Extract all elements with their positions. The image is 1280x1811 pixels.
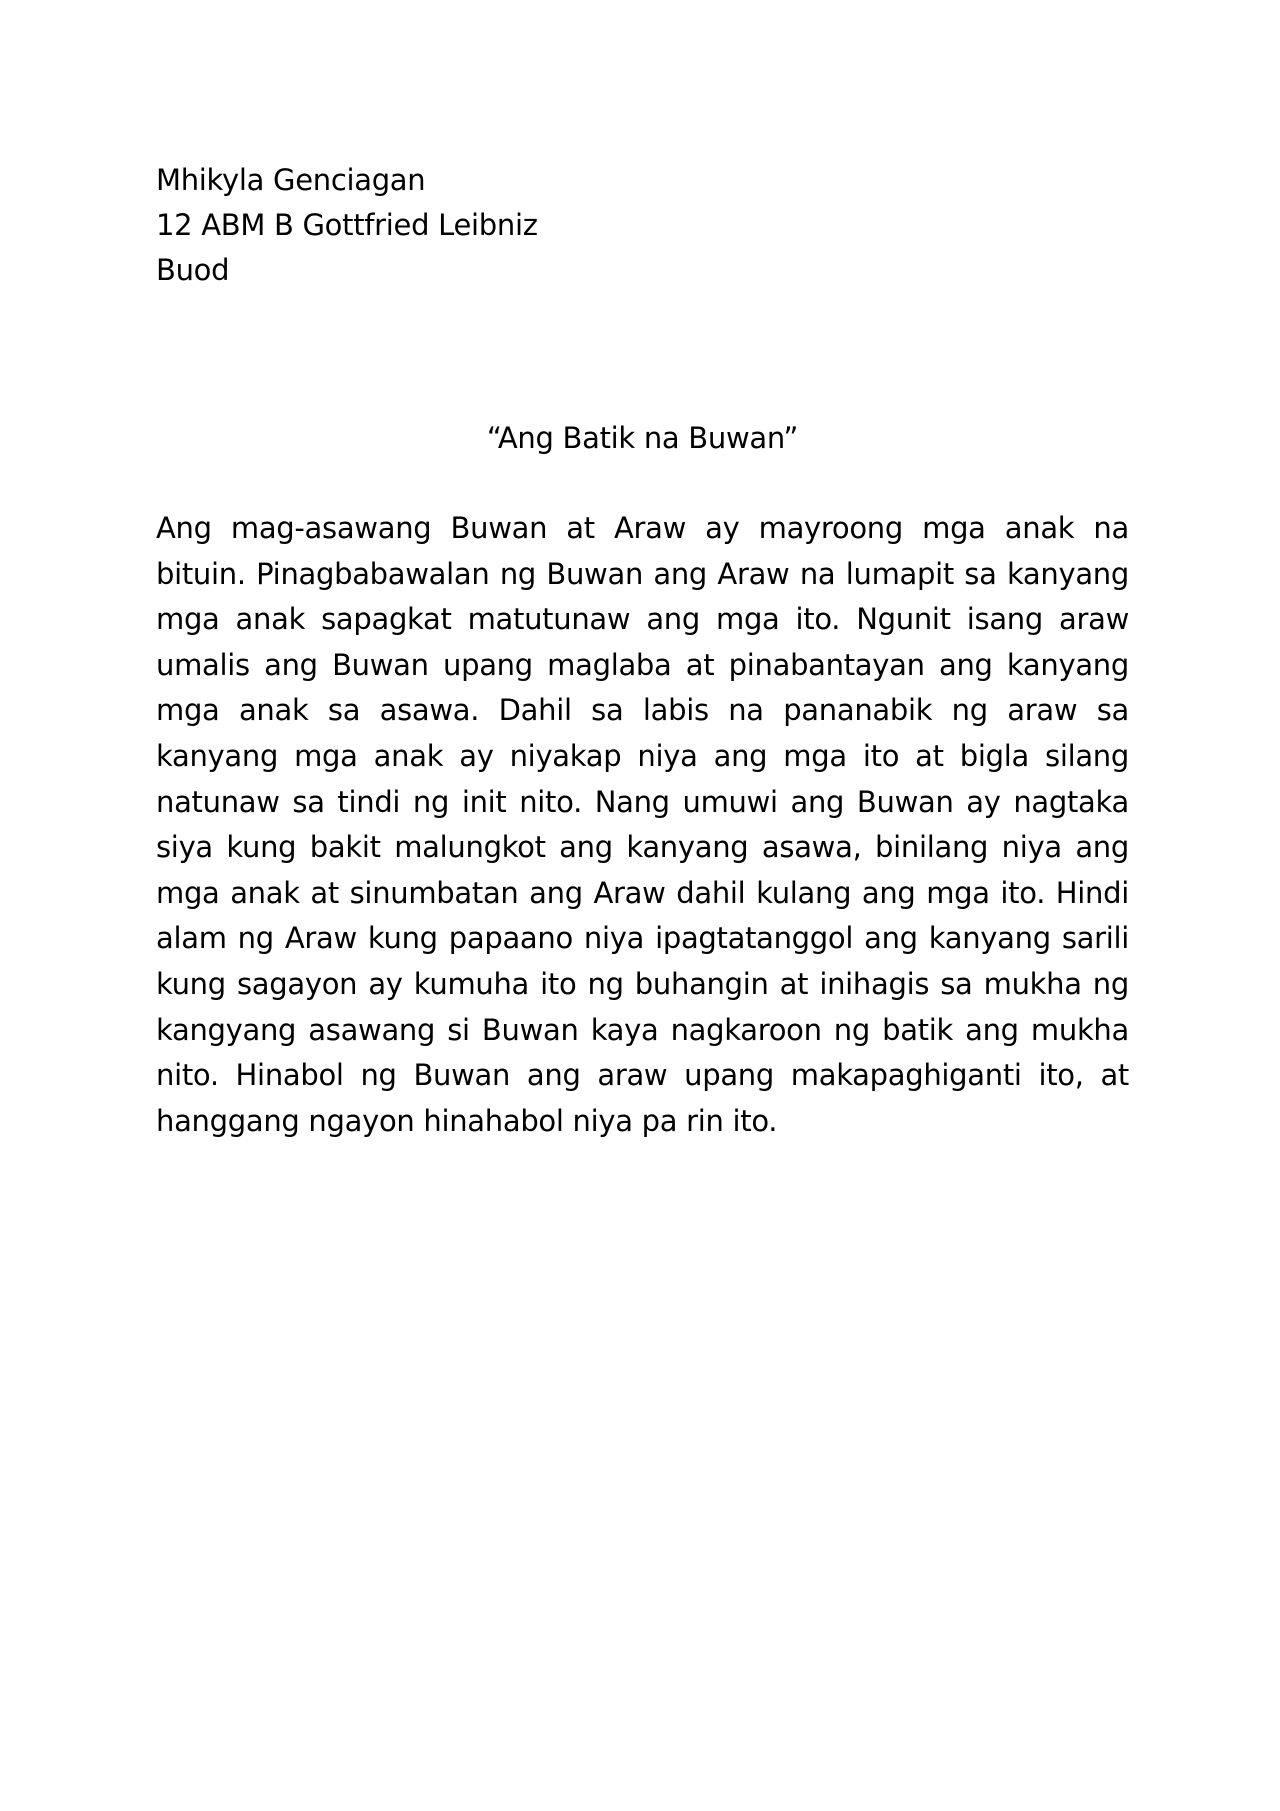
document-header — [156, 158, 538, 293]
story-body: Ang mag-asawang Buwan at Araw ay mayroong mga anak na bituin. Pinagbabawalan ng Buwan ang Araw na lumapit sa kanyang mga anak sapagkat matutunaw ang mga ito. Ngunit isang araw umalis ang Buwan upang maglaba at pinabantayan ang kanyang mga anak sa asawa. Dahil sa labis na pananabik ng araw sa kanyang mga anak ay niyakap niya ang mga ito at bigla silang natunaw sa tindi ng init nito. Nang umuwi ang Buwan ay nagtaka siya kung bakit malungkot ang kanyang asawa, binilang niya ang mga anak at sinumbatan ang Araw dahil kulang ang mga ito. Hindi alam ng Araw kung papaano niya ipagtatanggol ang kanyang sarili kung sagayon ay kumuha ito ng buhangin at inihagis sa mukha ng kangyang asawang si Buwan kaya nagkaroon ng batik ang mukha nito. Hinabol ng Buwan ang araw upang makapaghiganti ito, at hanggang ngayon hinahabol niya pa rin ito. — [156, 511, 1129, 1138]
document-type: Buod — [156, 253, 230, 287]
story-title: “Ang Batik na Buwan” — [486, 421, 799, 455]
class-section: 12 ABM B Gottfried Leibniz — [156, 208, 538, 242]
author-name: Mhikyla Genciagan — [156, 163, 426, 197]
